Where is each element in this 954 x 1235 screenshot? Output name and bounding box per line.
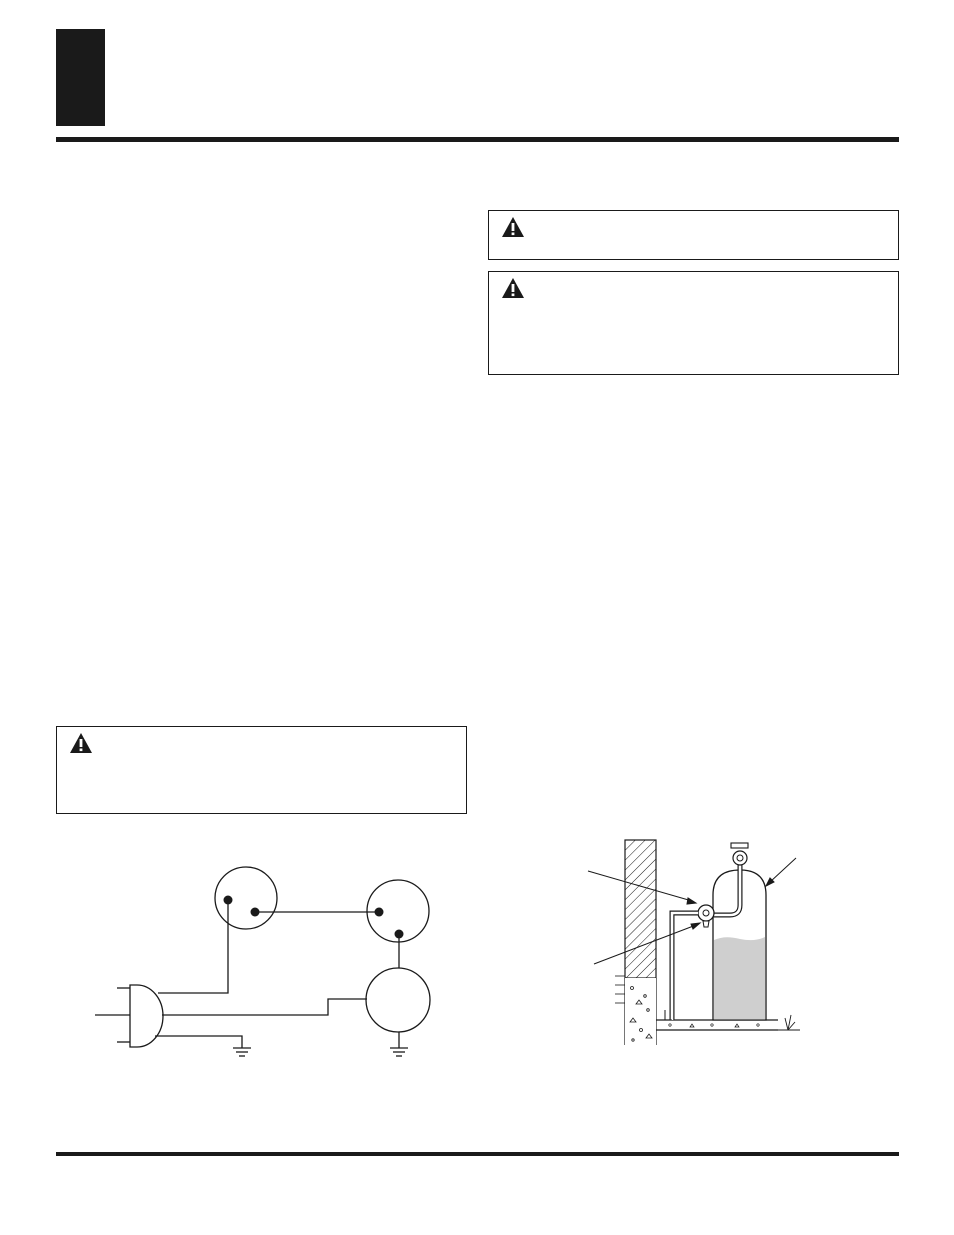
warning-box-left	[56, 726, 467, 814]
header-rule	[56, 137, 899, 142]
footer-rule	[56, 1152, 899, 1156]
warning-box-right-bottom	[488, 271, 899, 375]
wiring-diagram-icon	[80, 855, 450, 1070]
warning-box-right-top	[488, 210, 899, 260]
propane-tank-installation-icon	[585, 835, 805, 1050]
component-circle-3	[366, 968, 430, 1032]
warning-triangle-icon	[501, 277, 525, 299]
plug-body	[130, 985, 163, 1047]
warning-triangle-icon	[69, 732, 93, 754]
warning-triangle-icon	[501, 216, 525, 238]
section-tab	[56, 29, 105, 126]
